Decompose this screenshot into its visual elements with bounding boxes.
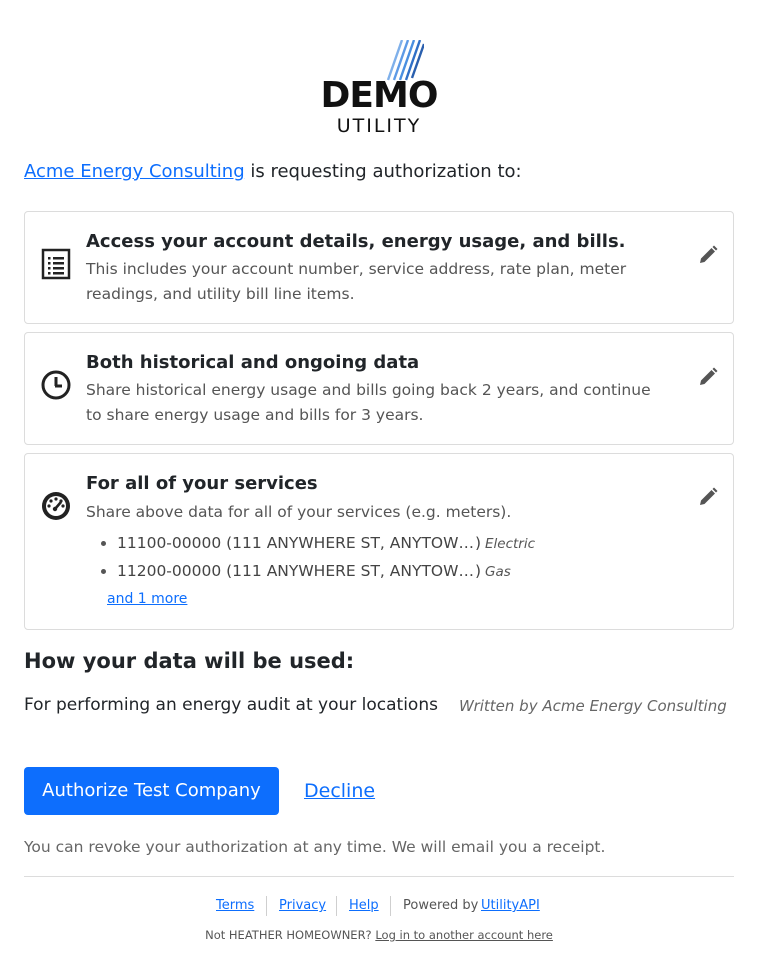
clock-icon xyxy=(40,369,72,401)
service-paren: ) xyxy=(475,534,482,552)
permission-card-services xyxy=(24,453,734,630)
card-description: This includes your account number, service address, rate plan, meter readings, and utility bill line items. xyxy=(86,260,627,303)
separator xyxy=(266,896,267,916)
separator xyxy=(390,896,391,916)
divider xyxy=(24,876,734,877)
card-title: For all of your services xyxy=(86,473,318,494)
edit-pencil-icon[interactable] xyxy=(697,366,719,388)
permission-card-account-details xyxy=(24,211,734,324)
usage-purpose: For performing an energy audit at your locations xyxy=(24,695,438,715)
utilityapi-link[interactable]: UtilityAPI xyxy=(481,898,540,913)
card-description: Share above data for all of your services (e.g. meters). xyxy=(86,503,512,521)
not-user-line xyxy=(0,926,758,944)
help-link[interactable]: Help xyxy=(349,898,379,913)
bullet-icon xyxy=(101,541,106,546)
not-user-text: Not HEATHER HOMEOWNER? xyxy=(205,928,376,942)
switch-account-link[interactable]: Log in to another account here xyxy=(375,928,553,942)
revoke-note: You can revoke your authorization at any time. We will email you a receipt. xyxy=(24,838,606,856)
usage-heading: How your data will be used: xyxy=(24,649,355,673)
company-link[interactable]: Acme Energy Consulting xyxy=(24,161,245,182)
privacy-link[interactable]: Privacy xyxy=(279,898,327,913)
usage-author: Written by Acme Energy Consulting xyxy=(459,697,727,715)
decline-link[interactable]: Decline xyxy=(304,780,376,802)
logo-sub-text: UTILITY xyxy=(336,115,422,137)
separator xyxy=(336,896,337,916)
demo-utility-logo xyxy=(316,40,442,136)
list-document-icon xyxy=(40,248,72,280)
logo-main-text: DEMO xyxy=(320,75,438,116)
footer-links xyxy=(0,896,758,918)
edit-pencil-icon[interactable] xyxy=(697,244,719,266)
gauge-icon xyxy=(40,490,72,522)
authorize-button[interactable]: Authorize Test Company xyxy=(24,767,279,815)
card-title: Both historical and ongoing data xyxy=(86,352,420,373)
request-text: is requesting authorization to: xyxy=(244,161,522,182)
service-type: Gas xyxy=(485,564,511,580)
service-id-address: 11100-00000 (111 ANYWHERE ST, ANYTOW… xyxy=(117,534,474,552)
request-statement xyxy=(24,160,522,184)
more-services-link[interactable]: and 1 more xyxy=(107,591,188,607)
bullet-icon xyxy=(101,569,106,574)
edit-pencil-icon[interactable] xyxy=(697,486,719,508)
service-id-address: 11200-00000 (111 ANYWHERE ST, ANYTOW… xyxy=(117,562,474,580)
card-title: Access your account details, energy usage, and bills. xyxy=(86,231,626,252)
service-paren: ) xyxy=(475,562,482,580)
service-type: Electric xyxy=(485,536,536,552)
terms-link[interactable]: Terms xyxy=(216,898,255,913)
card-description: Share historical energy usage and bills going back 2 years, and continue to share energy usage and bills for 3 years. xyxy=(86,381,651,424)
powered-by-text: Powered by xyxy=(403,898,479,913)
permission-card-data-range xyxy=(24,332,734,445)
